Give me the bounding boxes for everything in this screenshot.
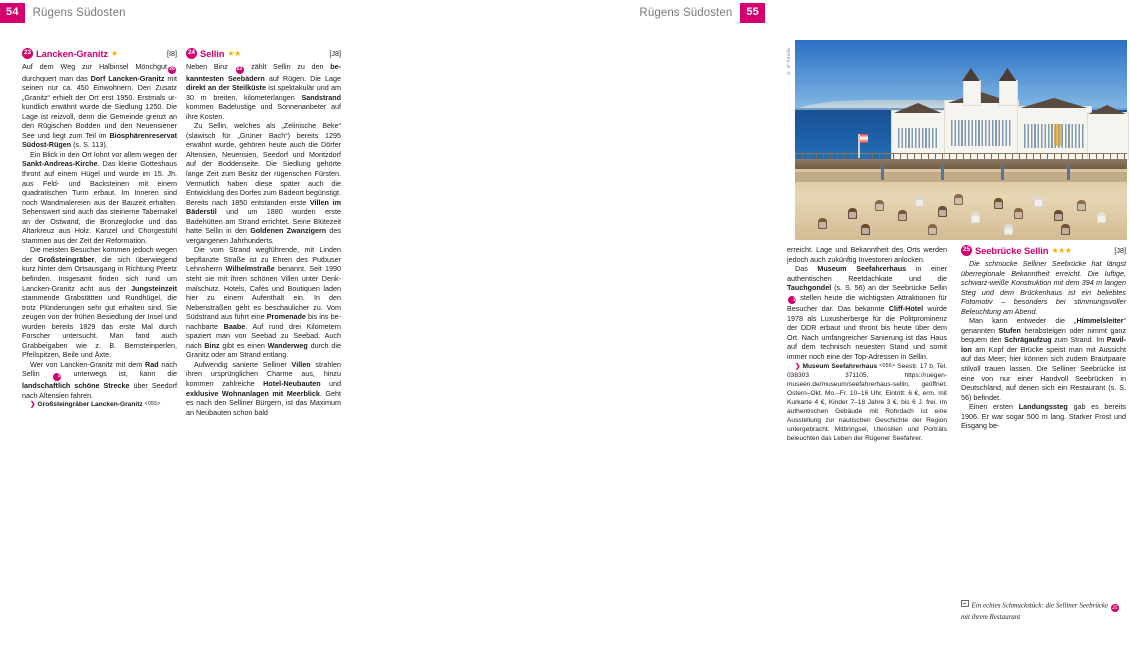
photo-pier-deck — [795, 159, 1127, 169]
folio-right: 55 — [740, 3, 765, 23]
column-four — [961, 245, 1126, 431]
photo-beach-chair — [954, 194, 963, 205]
chevron-right-icon: ❯ — [795, 362, 801, 370]
poi-reference: <056> — [879, 362, 896, 369]
paragraph — [186, 245, 341, 360]
text-run: Ein Blick in den Ort lohnt vor allem wegen der — [30, 149, 177, 159]
section-heading-seebruecke-sellin — [961, 245, 1126, 256]
text-run: nach Sellin — [22, 359, 177, 379]
text-run: herabsteigen oder nimmt ganz bequem den — [961, 325, 1126, 345]
text-run: Wer von Lancken-Granitz mit dem — [30, 359, 145, 369]
text-run-bold: direkt an der Steilküste — [186, 83, 266, 93]
poi-number-inline: 22 — [236, 66, 243, 72]
running-title-left: Rügens Südosten — [32, 7, 126, 19]
text-run: , die sich überwiegend kurz hinter dem Ortsausgang in Richtung Preetz befinden. Insgesamt finden sich rund um Lancken-Granitz acht aus der — [22, 254, 177, 293]
text-run-bold: Hotel-Neubauten — [263, 379, 321, 388]
photo-pier-pile — [881, 164, 884, 180]
text-run: . Auf rund drei Kilometern spaziert man von Seebad zu Seebad. Auch nach — [186, 321, 341, 350]
text-run-bold: Goldenen Zwanzigern — [250, 226, 327, 236]
text-run: Man kann entweder die „ — [969, 316, 1077, 326]
text-run-italic: Die schmucke Selliner Seebrücke hat längst überregionale Bekanntheit erreicht. Die luftige, schwarz-weiße Konstruktion mit dem 394 m langen Steg und dem Brückenhaus ist ein beliebtes Fotomotiv – besonders bei stimmungsvoller Beleuchtung am Abend. — [961, 259, 1126, 316]
poi-number-inline: 26 — [169, 66, 175, 72]
running-title-right: Rügens Südosten — [639, 7, 733, 19]
text-run-bold: exklusive Wohnanlagen mit Meerblick — [186, 388, 320, 398]
page-left — [0, 0, 382, 648]
text-run: “ genannten — [961, 316, 1126, 335]
photo-pier-shadow — [795, 172, 1127, 182]
photo-beach-chair — [898, 210, 907, 221]
text-run: Das — [795, 264, 818, 274]
paragraph — [22, 360, 177, 400]
text-run: und — [320, 379, 341, 388]
text-run-bold: Cliff-Hotel — [888, 304, 924, 314]
text-run: bis ins benachbarte — [186, 312, 341, 331]
text-run: kommen Badelustige und Sonnenanbeter auf ihre Kosten. — [186, 102, 341, 121]
text-run: Zu Sellin, welches als „Zelinische Beke“ (slawisch für „Grüner Bach“) bereits 1295 erwähnt wurde, gehören heute auch die Dörfer Altensien, Neuensien, Seedorf und Moritzdorf auf der Boddenseite. Die Siedlung gehörte lange Zeit zum Besitz der rügenschen Fürsten. Vermutlich haben diese später auch die Entwicklung des Dorfes zum Badeort begünstigt. Bereits nach 1850 entstanden erste — [186, 121, 342, 207]
paragraph: erreicht. Lage und Bekanntheit des Orts werden jedoch auch zukünftig Investoren anlocken. — [787, 245, 947, 264]
caption-text: mit ihrem Restaurant — [961, 613, 1021, 621]
poi-number-inline: 25 — [788, 296, 796, 304]
text-run: in einer authentischen Reetdachkate und die — [787, 264, 948, 283]
text-run-bold: Biosphärenreservat Südost-Rügen — [22, 130, 177, 150]
photo-beach-chair — [875, 200, 884, 211]
paragraph — [186, 121, 341, 245]
photo-beach-chair — [818, 218, 827, 229]
poi-number-badge: 25 — [961, 245, 972, 256]
text-run-bold: Dorf Lancken-Granitz — [90, 73, 165, 83]
text-run: Aufwendig sanierte Selliner — [194, 359, 292, 369]
rating-stars-icon: ★ — [110, 48, 118, 58]
poi-number-badge: 24 — [186, 48, 197, 59]
photo-beach-chair — [1097, 212, 1106, 223]
photo-beach-chair — [1077, 200, 1086, 211]
poi-label: Großsteingräber Lancken-Granitz — [37, 401, 143, 409]
folio-left: 54 — [0, 3, 25, 23]
text-run-bold: Promenade — [266, 312, 306, 322]
section-title: Lancken-Granitz — [36, 47, 108, 59]
text-run-bold: Stufen — [998, 325, 1021, 335]
map-grid-reference: [I8] — [167, 48, 177, 58]
text-run: (s. S. 56) an der Seebrücke Sellin — [831, 283, 947, 293]
text-run: und um 1880 wurden erste Badehütten am Strand errichtet. Seine Blütezeit hatte Sellin in den — [186, 207, 341, 236]
paragraph — [186, 360, 341, 417]
section-heading-lancken-granitz — [22, 48, 177, 59]
photo-beach-chair — [1034, 196, 1043, 207]
text-run: am Kopf der Brücke speist man mit Aussicht auf das Meer; hier können sich zudem Brautpaare stilvoll trauen lassen. Die Selliner Seebrücke ist eine von nur einer Handvoll Seebrücken in Deutschland, auf denen sich ein Restaurant (s. S. 56) befindet. — [961, 344, 1126, 402]
map-grid-reference: [J8] — [329, 48, 341, 58]
photo-pier-pile — [1067, 164, 1070, 180]
text-run: auf Rügen. Die Lage — [264, 73, 341, 83]
poi-number-inline: 24 — [53, 373, 61, 381]
paragraph — [22, 150, 177, 245]
text-run-bold: Baabe — [223, 321, 246, 331]
photo-beach-chair — [1061, 224, 1070, 235]
poi-number-inline: 25 — [1112, 605, 1118, 611]
text-run: . Das kleine Gotteshaus thront auf einem Hügel und wurde im 15. Jh. aus Feld- und Backsteinen mit einem quadratischen Turm erbaut. Im Inneren sind noch Wandmalereien aus der Bauzeit erhalten. Sehenswert sind auch das steinerne Tabernakel an der Ostwand, die Bronzeglocke und das Altarkreuz aus Holz. Kanzel und Chorgestühl stammen aus der Zeit der Reformation. — [22, 159, 177, 245]
section-title: Seebrücke Sellin — [975, 244, 1049, 256]
photo-tower-left — [963, 80, 982, 106]
photo-caption — [961, 600, 1129, 622]
text-run-bold: Rad — [145, 359, 159, 369]
text-run-bold: Binz — [204, 340, 220, 350]
column-one — [22, 48, 177, 409]
photo-beach-chair — [861, 224, 870, 235]
text-run-bold: Wilhelmstraße — [225, 264, 275, 274]
paragraph — [186, 62, 341, 121]
text-run-bold: Sandstrand — [301, 92, 341, 102]
text-run: Neben Binz — [186, 62, 235, 71]
text-run: strahlen ihren ursprünglichen Charme aus, hinzu kommen zahlreiche — [186, 359, 341, 388]
text-run: stellen heute die wichtigsten Attraktionen für Besucher dar. Das bekannte — [787, 292, 947, 314]
text-run: wurde 1978 als Luxusherberge für die Politprominenz der DDR erbaut und thront bis heute über dem Ort. Nach umfangreicher Sanierung ist das Haus auf dem technisch neuesten Stand und somit immer noch eine der Top-Adressen in Sellin. — [787, 304, 947, 361]
text-run: Die meisten Besucher kommen jedoch wegen der — [22, 245, 177, 264]
photo-beach-chair — [848, 208, 857, 219]
photo-beach-chair — [971, 212, 980, 223]
paragraph — [22, 62, 177, 150]
text-run-bold: Himmelsleiter — [1076, 316, 1124, 326]
section-title: Sellin — [200, 47, 225, 59]
text-run-bold: Schrägaufzug — [1004, 335, 1052, 345]
seebruecke-sellin-photo — [795, 40, 1127, 240]
text-run: durch die Granitz oder am Strand entlang. — [186, 340, 341, 360]
poi-entry-grossteingraeber — [22, 400, 177, 409]
paragraph — [961, 402, 1126, 431]
photo-caption-icon — [961, 600, 969, 607]
text-run-bold: Wanderweg — [267, 340, 308, 350]
chevron-right-icon: ❯ — [30, 401, 36, 409]
column-two — [186, 48, 341, 417]
photo-beach-chair — [1014, 208, 1023, 219]
text-run-bold: Museum Seefahrerhaus — [817, 264, 907, 274]
photo-pier-pile — [1001, 164, 1004, 180]
photo-flag — [858, 134, 860, 158]
poi-entry-museum-seefahrerhaus — [787, 362, 947, 443]
text-run: zählt Sellin zu den — [244, 62, 331, 71]
photo-pier-pile — [941, 164, 944, 180]
text-run-bold: Tauchgondel — [787, 283, 832, 293]
photo-windows-center — [951, 120, 1011, 146]
poi-label: Museum Seefahrerhaus — [802, 362, 878, 370]
photo-credit: © sf-fotolia — [786, 48, 791, 76]
text-run: des vergangenen Jahrhunderts. — [186, 226, 342, 245]
text-run: . Geht es nach den Selliner Bürgern, ist das Maximum an Neubauten schon bald — [186, 388, 341, 417]
text-run: über Seedorf nach Altensien fahren. — [22, 380, 177, 400]
section-heading-sellin — [186, 48, 341, 59]
text-run: unterwegs ist, kann die — [61, 369, 177, 379]
paragraph — [961, 316, 1126, 402]
text-run-bold: Pavillon — [961, 335, 1126, 354]
photo-beach-chair — [928, 224, 937, 235]
text-run-bold: Großsteingräber — [38, 254, 95, 264]
text-run-bold: Villen — [291, 359, 311, 369]
photo-windows-left — [898, 128, 938, 148]
paragraph-intro-italic — [961, 259, 1126, 316]
column-three — [787, 245, 947, 443]
text-run: Auf dem Weg zur Halbinsel Mönchgut — [22, 62, 167, 71]
text-run: benannt. Seit 1990 steht sie mit ihren schönen Villen unter Denkmalschutz. Hotels, Cafés und Boutiquen laden hier zu einem Aufenthalt ein. In den Nebenstraßen geht es beschaulicher zu. Vom Südstrand aus führt eine — [186, 264, 342, 322]
text-run: (s. S. 113). — [71, 140, 108, 150]
photo-tower-right — [999, 80, 1018, 106]
text-run-bold: Landungssteg — [1018, 402, 1068, 412]
text-run: durchquert man das — [22, 73, 91, 83]
paragraph — [22, 245, 177, 360]
photo-beach-chair — [1004, 224, 1013, 235]
photo-window-accent — [1054, 124, 1062, 146]
poi-details: Seestr. 17 b, Tel. 038303 371105, https://ruegen-museen.de/museum/seefahrerhaus-sellin, geöffnet: Ostern–Okt. Mo.–Fr. 10–16 Uhr, Eintritt: 6 €, erm. mit Kurkarte 4 €, Kinder 7–18 Jahre 3 €, bis 6 J. frei. Im authentischen Gebäude mit Rohrdach ist eine Ausstellung zur nautischen Geschichte der Region untergebracht. Mitbringsel, Utensilien und Porträts beleuchten das Leben der Rügener Seefahrer. — [787, 362, 947, 442]
text-run: gibt es einen — [219, 340, 268, 350]
text-run: Einen ersten — [969, 402, 1019, 412]
text-run-bold: bekanntesten Seebädern — [186, 62, 341, 83]
poi-number-badge: 23 — [22, 48, 33, 59]
rating-stars-icon: ★★ — [227, 48, 241, 58]
text-run-bold: landschaftlich schöne Strecke — [22, 380, 130, 390]
text-run: mit seinen nur ca. 450 Einwohnern. Den Zusatz „Granitz“ erhielt der Ort erst 1950. Erstmals urkundlich erwähnt wurde die Siedlung 1250. Die Lage ist reizvoll, denn die Gemeinde grenzt an den Rügischen Bodden und den Neuensiener See und liegt zum Teil im — [22, 73, 177, 140]
paragraph — [787, 264, 947, 361]
caption-text: Ein echtes Schmuckstück: die Selliner Seebrücke — [971, 601, 1110, 610]
poi-reference: <055> — [144, 401, 161, 408]
photo-canvas — [795, 40, 1127, 240]
text-run: stammende Grabstätten und Rundhügel, die trotz Plünderungen sehr gut erhalten sind. Sie zeugen von der frühen Besiedlung der Insel und wurden bereits 1829 das erste Mal durch Forscher untersucht. Man fand auch Grabbeigaben wie z. B. Bernsteinperlen, Pfeilspitzen, Beile und Äxte. — [22, 293, 177, 360]
text-run: gab es bereits 1906. Er war sogar 500 m lang. Starker Frost und Eisgang be- — [961, 402, 1126, 431]
page-right — [383, 0, 1126, 648]
rating-stars-icon: ★★★ — [1051, 245, 1072, 255]
photo-beach-chair — [1054, 210, 1063, 221]
text-run: ist spektakulär und am 30 m breiten, kilometerlangen — [186, 83, 341, 102]
text-run-bold: Sankt-Andreas-Kirche — [22, 159, 98, 169]
text-run: zum Strand. Im — [1051, 335, 1107, 345]
map-grid-reference: [J8] — [1114, 245, 1126, 255]
photo-beach-chair — [938, 206, 947, 217]
text-run-bold: Villen im Bäderstil — [186, 197, 341, 217]
text-run-bold: Jungsteinzeit — [131, 283, 177, 293]
text-run: Die vom Strand wegführende, mit Linden bepflanzte Straße ist zu Ehren des Putbuser Lehnsherrn — [186, 245, 341, 274]
photo-beach-chair — [915, 196, 924, 207]
photo-beach-chair — [994, 198, 1003, 209]
